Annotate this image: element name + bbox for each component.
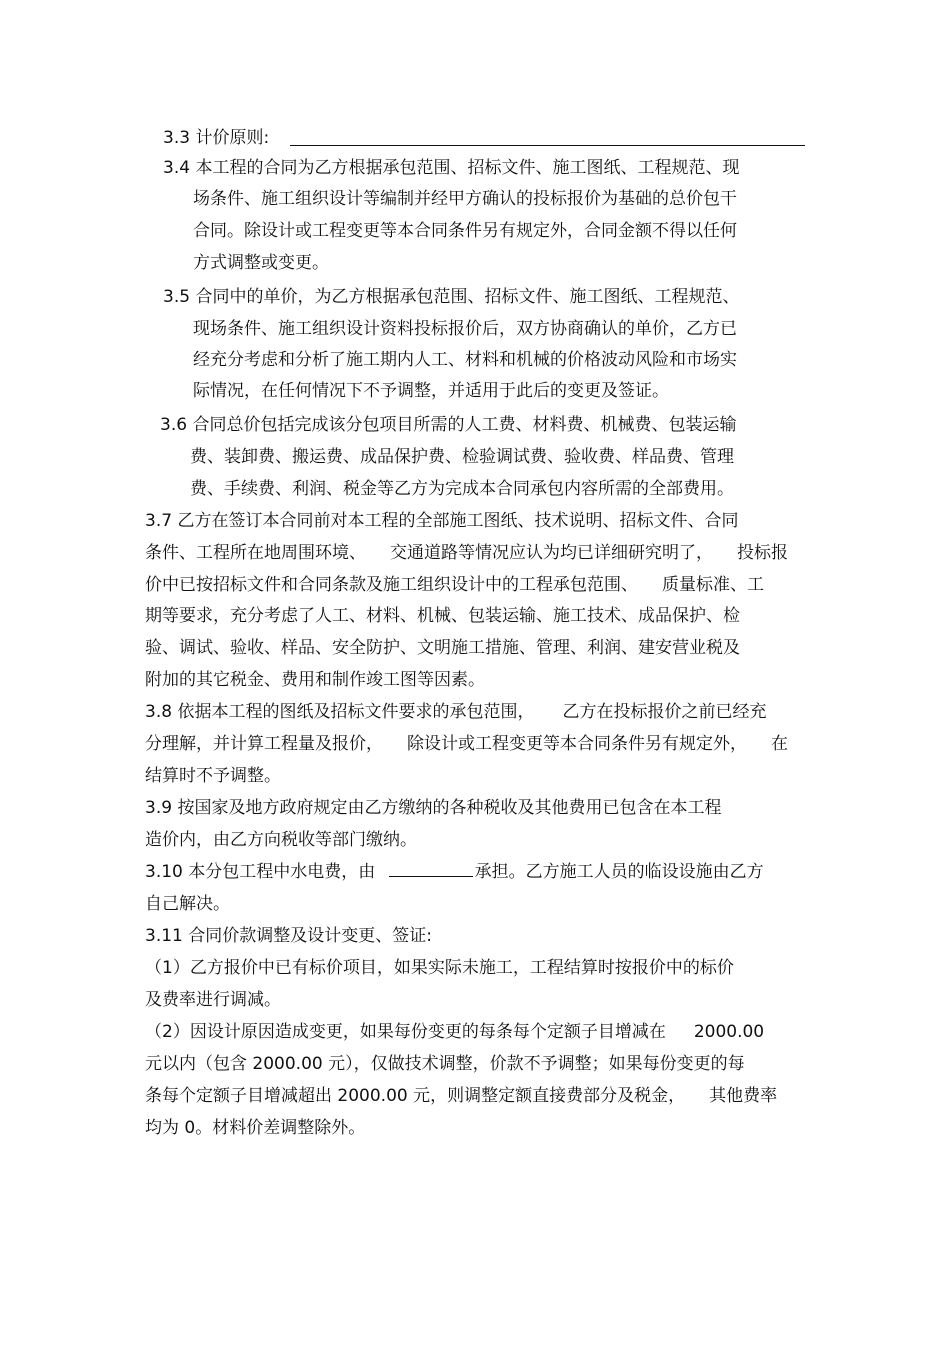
- clause-3-11-item-2-line-3: [145, 1085, 777, 1107]
- clause-3-3: [163, 127, 269, 149]
- clause-3-10-line-1: [145, 861, 764, 883]
- clause-3-7-line-3-part-b: 质量标准、工: [662, 575, 764, 595]
- clause-3-11-item-2-line-3-part-a: 条每个定额子目增减超出 2000.00 元，则调整定额直接费部分及税金，: [145, 1086, 686, 1106]
- clause-3-4-line-2: 场条件、施工组织设计等编制并经甲方确认的投标报价为基础的总价包干: [193, 189, 737, 209]
- clause-3-8-line-2: [145, 733, 788, 755]
- clause-3-7-line-5: 验、调试、验收、样品、安全防护、文明施工措施、管理、利润、建安营业税及: [145, 638, 740, 658]
- clause-3-11-title: 3.11 合同价款调整及设计变更、签证:: [145, 926, 432, 946]
- pricing-principle-blank-line: [290, 145, 805, 146]
- clause-3-11-item-2-line-1-amount: 2000.00: [693, 1022, 765, 1042]
- clause-3-5-line-4: 际情况，在任何情况下不予调整，并适用于此后的变更及签证。: [193, 381, 669, 401]
- clause-3-10-line-1-part-a: 3.10 本分包工程中水电费，由: [145, 862, 376, 882]
- clause-3-8-line-2-part-b: 除设计或工程变更等本合同条件另有规定外，: [407, 734, 747, 754]
- clause-3-8-line-1: [145, 701, 766, 723]
- clause-3-6-line-1: 3.6 合同总价包括完成该分包项目所需的人工费、材料费、机械费、包装运输: [160, 415, 737, 435]
- clause-3-6-line-3: 费、手续费、利润、税金等乙方为完成本合同承包内容所需的全部费用。: [190, 479, 734, 499]
- clause-3-8-line-1-part-b: 乙方在投标报价之前已经充: [562, 702, 767, 722]
- clause-3-8-line-2-part-a: 分理解，并计算工程量及报价，: [145, 734, 383, 754]
- clause-3-6-line-2: 费、装卸费、搬运费、成品保护费、检验调试费、验收费、样品费、管理: [190, 447, 734, 467]
- clause-3-11-item-2-line-1: [145, 1021, 764, 1043]
- clause-3-8-line-3: 结算时不予调整。: [145, 766, 281, 786]
- clause-3-3-label: 3.3 计价原则:: [163, 128, 270, 148]
- clause-3-7-line-2-part-b: 交通道路等情况应认为均已详细研究明了，: [390, 543, 713, 563]
- clause-3-7-line-3: [145, 574, 764, 596]
- clause-3-9-line-2: 造价内，由乙方向税收等部门缴纳。: [145, 830, 417, 850]
- clause-3-11-item-1-line-2: 及费率进行调减。: [145, 990, 281, 1010]
- clause-3-4-line-3: 合同。除设计或工程变更等本合同条件另有规定外，合同金额不得以任何: [193, 221, 737, 241]
- clause-3-7-line-2-part-a: 条件、工程所在地周围环境、: [145, 543, 366, 563]
- clause-3-10-line-2: 自己解决。: [145, 894, 230, 914]
- clause-3-4-line-1: 3.4 本工程的合同为乙方根据承包范围、招标文件、施工图纸、工程规范、现: [163, 158, 740, 178]
- clause-3-9-line-1: 3.9 按国家及地方政府规定由乙方缴纳的各种税收及其他费用已包含在本工程: [145, 798, 722, 818]
- clause-3-11-item-2-line-4: 均为 0。材料价差调整除外。: [145, 1118, 366, 1138]
- clause-3-11-item-2-line-3-part-b: 其他费率: [709, 1086, 778, 1106]
- clause-3-7-line-1: 3.7 乙方在签订本合同前对本工程的全部施工图纸、技术说明、招标文件、合同: [145, 511, 739, 531]
- clause-3-5-line-1: 3.5 合同中的单价，为乙方根据承包范围、招标文件、施工图纸、工程规范、: [163, 287, 740, 307]
- clause-3-11-item-1-line-1: （1）乙方报价中已有标价项目，如果实际未施工，工程结算时按报价中的标价: [145, 958, 734, 978]
- clause-3-7-line-2: [145, 542, 788, 564]
- utility-payer-blank: [389, 862, 473, 877]
- clause-3-4-line-4: 方式调整或变更。: [193, 253, 329, 273]
- clause-3-8-line-2-part-c: 在: [771, 734, 788, 754]
- clause-3-8-line-1-part-a: 3.8 依据本工程的图纸及招标文件要求的承包范围，: [145, 702, 535, 722]
- clause-3-10-line-1-part-b: 承担。乙方施工人员的临设设施由乙方: [474, 862, 764, 882]
- clause-3-11-item-2-line-2: 元以内（包含 2000.00 元），仅做技术调整，价款不予调整；如果每份变更的每: [145, 1054, 745, 1074]
- clause-3-5-line-2: 现场条件、施工组织设计资料投标报价后，双方协商确认的单价，乙方已: [193, 319, 737, 339]
- clause-3-7-line-4: 期等要求，充分考虑了人工、材料、机械、包装运输、施工技术、成品保护、检: [145, 606, 740, 626]
- clause-3-7-line-6: 附加的其它税金、费用和制作竣工图等因素。: [145, 670, 485, 690]
- clause-3-5-line-3: 经充分考虑和分析了施工期内人工、材料和机械的价格波动风险和市场实: [193, 350, 737, 370]
- clause-3-11-item-2-line-1-part-a: （2）因设计原因造成变更，如果每份变更的每条每个定额子目增减在: [145, 1022, 666, 1042]
- clause-3-7-line-3-part-a: 价中已按招标文件和合同条款及施工组织设计中的工程承包范围、: [145, 575, 638, 595]
- clause-3-7-line-2-part-c: 投标报: [737, 543, 788, 563]
